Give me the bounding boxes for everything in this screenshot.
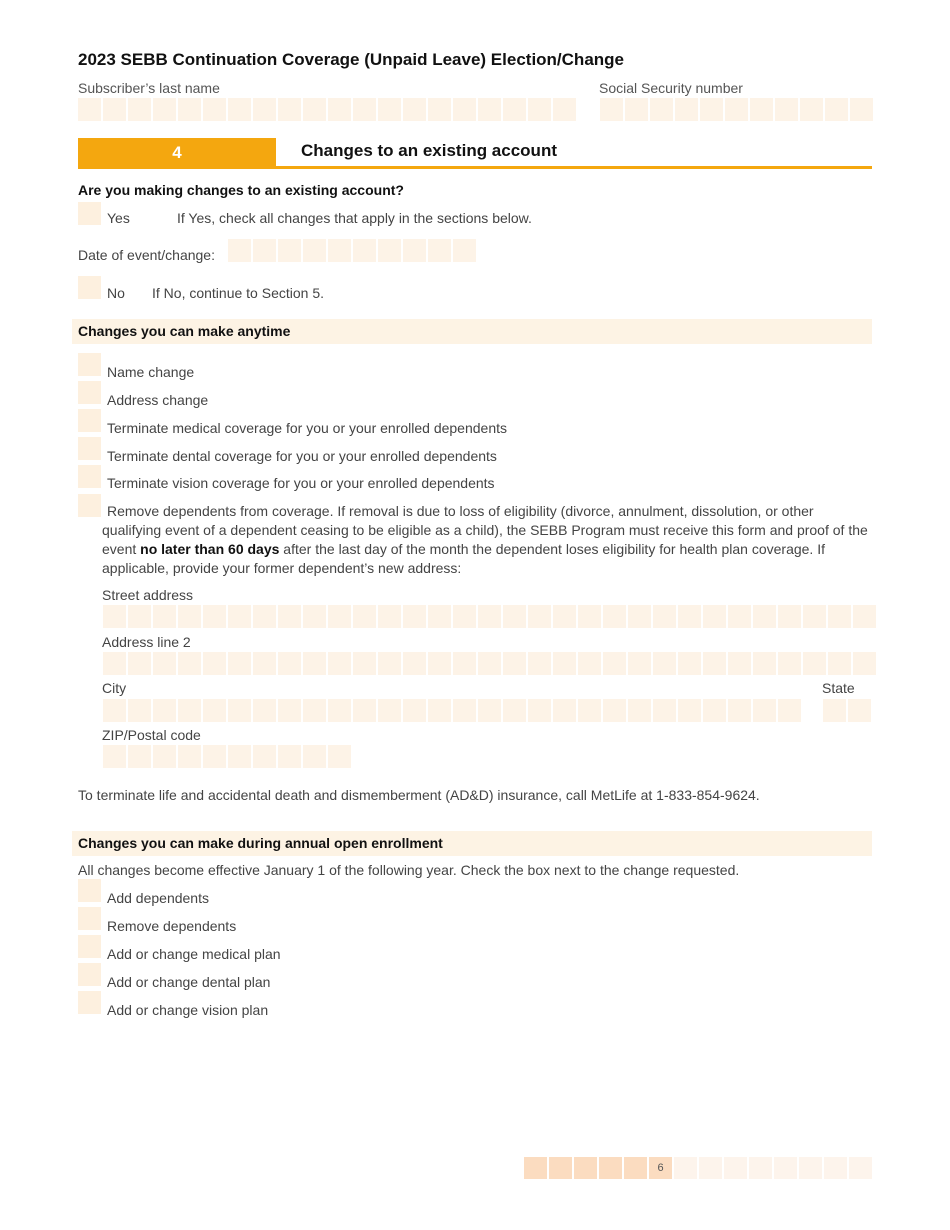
char-cell[interactable]	[403, 699, 426, 722]
add-dependents-label: Add dependents	[107, 890, 209, 906]
yes-note: If Yes, check all changes that apply in the sections below.	[177, 210, 532, 226]
char-cell[interactable]	[253, 98, 276, 121]
char-cell[interactable]	[403, 652, 426, 675]
char-cell[interactable]	[303, 652, 326, 675]
char-cell[interactable]	[503, 699, 526, 722]
char-cell[interactable]	[528, 605, 551, 628]
char-cell[interactable]	[328, 745, 351, 768]
city-label: City	[102, 680, 127, 696]
char-cell[interactable]	[778, 605, 801, 628]
date-label: Date of event/change:	[78, 247, 215, 263]
char-cell[interactable]	[253, 652, 276, 675]
page-block	[674, 1157, 697, 1179]
page-block	[599, 1157, 622, 1179]
remove-dependents-oe-checkbox[interactable]	[78, 907, 101, 930]
char-cell[interactable]	[478, 605, 501, 628]
terminate-medical-label: Terminate medical coverage for you or your enrolled dependents	[107, 420, 508, 436]
char-cell[interactable]	[303, 605, 326, 628]
char-cell[interactable]	[528, 652, 551, 675]
char-cell[interactable]	[728, 652, 751, 675]
char-cell[interactable]	[303, 699, 326, 722]
anytime-heading-band	[72, 319, 872, 344]
address-change-label: Address change	[107, 392, 209, 408]
char-cell[interactable]	[278, 98, 301, 121]
char-cell[interactable]	[803, 652, 826, 675]
char-cell[interactable]	[103, 605, 126, 628]
char-cell[interactable]	[753, 699, 776, 722]
char-cell[interactable]	[778, 652, 801, 675]
char-cell[interactable]	[328, 699, 351, 722]
char-cell[interactable]	[203, 98, 226, 121]
char-cell[interactable]	[678, 652, 701, 675]
char-cell[interactable]	[328, 98, 351, 121]
open-enrollment-intro: All changes become effective January 1 of the following year. Check the box next to the change requested.	[78, 862, 740, 878]
char-cell[interactable]	[578, 652, 601, 675]
char-cell[interactable]	[178, 652, 201, 675]
remove-text-part-1: Remove dependents from coverage. If removal is due to loss of eligibility (divorce, annulment, dissolution, or other qualifying event of a dependent ceasing to be eligible as a child), the SEBB Program must receive this form and proof of the event	[102, 503, 868, 557]
page-block	[799, 1157, 822, 1179]
char-cell[interactable]	[278, 652, 301, 675]
char-cell[interactable]	[848, 699, 871, 722]
char-cell[interactable]	[778, 699, 801, 722]
char-cell[interactable]	[253, 239, 276, 262]
char-cell[interactable]	[153, 652, 176, 675]
page-block	[624, 1157, 647, 1179]
char-cell[interactable]	[128, 605, 151, 628]
char-cell[interactable]	[678, 699, 701, 722]
char-cell[interactable]	[253, 699, 276, 722]
char-cell[interactable]	[603, 652, 626, 675]
no-checkbox[interactable]	[78, 276, 101, 299]
char-cell[interactable]	[653, 652, 676, 675]
char-cell[interactable]	[228, 98, 251, 121]
char-cell[interactable]	[128, 745, 151, 768]
page-indicator	[524, 1157, 872, 1179]
char-cell[interactable]	[178, 745, 201, 768]
char-cell[interactable]	[728, 605, 751, 628]
char-cell[interactable]	[203, 652, 226, 675]
char-cell[interactable]	[578, 605, 601, 628]
char-cell[interactable]	[428, 652, 451, 675]
char-cell[interactable]	[78, 98, 101, 121]
char-cell[interactable]	[178, 699, 201, 722]
char-cell[interactable]	[853, 652, 876, 675]
section-number: 4	[78, 138, 276, 168]
char-cell[interactable]	[303, 239, 326, 262]
char-cell[interactable]	[628, 605, 651, 628]
last-name-field[interactable]	[78, 98, 576, 121]
char-cell[interactable]	[503, 605, 526, 628]
char-cell[interactable]	[753, 605, 776, 628]
remove-dependents-checkbox[interactable]	[78, 494, 101, 517]
city-field[interactable]	[103, 699, 801, 722]
char-cell[interactable]	[228, 605, 251, 628]
date-field[interactable]	[228, 239, 476, 262]
zip-label: ZIP/Postal code	[102, 727, 201, 743]
char-cell[interactable]	[823, 699, 846, 722]
char-cell[interactable]	[303, 98, 326, 121]
char-cell[interactable]	[203, 745, 226, 768]
char-cell[interactable]	[128, 98, 151, 121]
char-cell[interactable]	[378, 98, 401, 121]
char-cell[interactable]	[178, 98, 201, 121]
section-divider	[78, 166, 872, 169]
char-cell[interactable]	[753, 652, 776, 675]
char-cell[interactable]	[703, 605, 726, 628]
char-cell[interactable]	[603, 699, 626, 722]
life-insurance-note: To terminate life and accidental death and dismemberment (AD&D) insurance, call MetLife at 1-833-854-9624.	[78, 787, 760, 803]
remove-dependents-text	[102, 502, 872, 578]
terminate-dental-checkbox[interactable]	[78, 437, 101, 460]
zip-field[interactable]	[103, 745, 351, 768]
char-cell[interactable]	[850, 98, 873, 121]
char-cell[interactable]	[403, 605, 426, 628]
name-change-checkbox[interactable]	[78, 353, 101, 376]
anytime-heading: Changes you can make anytime	[78, 323, 291, 339]
char-cell[interactable]	[178, 605, 201, 628]
remove-deadline: no later than 60 days	[140, 541, 280, 557]
dental-plan-checkbox[interactable]	[78, 963, 101, 986]
char-cell[interactable]	[478, 98, 501, 121]
char-cell[interactable]	[153, 745, 176, 768]
char-cell[interactable]	[253, 605, 276, 628]
char-cell[interactable]	[278, 605, 301, 628]
terminate-vision-label: Terminate vision coverage for you or your enrolled dependents	[107, 475, 495, 491]
char-cell[interactable]	[453, 652, 476, 675]
medical-plan-label: Add or change medical plan	[107, 946, 281, 962]
char-cell[interactable]	[750, 98, 773, 121]
street-address-label: Street address	[102, 587, 194, 603]
page-block	[849, 1157, 872, 1179]
char-cell[interactable]	[600, 98, 623, 121]
char-cell[interactable]	[378, 605, 401, 628]
char-cell[interactable]	[453, 239, 476, 262]
char-cell[interactable]	[453, 699, 476, 722]
yes-checkbox[interactable]	[78, 202, 101, 225]
char-cell[interactable]	[328, 239, 351, 262]
char-cell[interactable]	[303, 745, 326, 768]
terminate-medical-checkbox[interactable]	[78, 409, 101, 432]
char-cell[interactable]	[278, 699, 301, 722]
vision-plan-label: Add or change vision plan	[107, 1002, 269, 1018]
char-cell[interactable]	[353, 652, 376, 675]
char-cell[interactable]	[825, 98, 848, 121]
char-cell[interactable]	[228, 652, 251, 675]
ssn-label: Social Security number	[599, 80, 743, 96]
char-cell[interactable]	[353, 98, 376, 121]
char-cell[interactable]	[328, 605, 351, 628]
char-cell[interactable]	[853, 605, 876, 628]
form-title: 2023 SEBB Continuation Coverage (Unpaid Leave) Election/Change	[78, 50, 624, 69]
char-cell[interactable]	[453, 98, 476, 121]
char-cell[interactable]	[528, 699, 551, 722]
char-cell[interactable]	[228, 745, 251, 768]
page-block	[774, 1157, 797, 1179]
address-change-checkbox[interactable]	[78, 381, 101, 404]
char-cell[interactable]	[775, 98, 798, 121]
no-note: If No, continue to Section 5.	[152, 285, 324, 301]
char-cell[interactable]	[153, 605, 176, 628]
char-cell[interactable]	[403, 239, 426, 262]
page-block	[699, 1157, 722, 1179]
char-cell[interactable]	[628, 652, 651, 675]
char-cell[interactable]	[278, 239, 301, 262]
char-cell[interactable]	[428, 605, 451, 628]
char-cell[interactable]	[625, 98, 648, 121]
section-title: Changes to an existing account	[301, 141, 557, 160]
char-cell[interactable]	[553, 652, 576, 675]
last-name-label: Subscriber’s last name	[78, 80, 220, 96]
char-cell[interactable]	[650, 98, 673, 121]
page-block	[724, 1157, 747, 1179]
char-cell[interactable]	[703, 699, 726, 722]
char-cell[interactable]	[203, 699, 226, 722]
open-enrollment-heading: Changes you can make during annual open enrollment	[78, 835, 443, 851]
char-cell[interactable]	[378, 699, 401, 722]
char-cell[interactable]	[803, 605, 826, 628]
char-cell[interactable]	[800, 98, 823, 121]
char-cell[interactable]	[828, 652, 851, 675]
street-address-field[interactable]	[103, 605, 876, 628]
existing-account-question: Are you making changes to an existing account?	[78, 182, 404, 198]
char-cell[interactable]	[653, 605, 676, 628]
char-cell[interactable]	[428, 699, 451, 722]
name-change-label: Name change	[107, 364, 195, 380]
vision-plan-checkbox[interactable]	[78, 991, 101, 1014]
address-line2-label: Address line 2	[102, 634, 191, 650]
page-number: 6	[649, 1157, 672, 1179]
char-cell[interactable]	[603, 605, 626, 628]
char-cell[interactable]	[278, 745, 301, 768]
open-enrollment-heading-band	[72, 831, 872, 856]
char-cell[interactable]	[153, 699, 176, 722]
char-cell[interactable]	[703, 652, 726, 675]
char-cell[interactable]	[478, 652, 501, 675]
char-cell[interactable]	[128, 652, 151, 675]
char-cell[interactable]	[428, 239, 451, 262]
char-cell[interactable]	[725, 98, 748, 121]
char-cell[interactable]	[678, 605, 701, 628]
state-label: State	[822, 680, 855, 696]
char-cell[interactable]	[353, 605, 376, 628]
char-cell[interactable]	[503, 652, 526, 675]
page-block	[824, 1157, 847, 1179]
medical-plan-checkbox[interactable]	[78, 935, 101, 958]
char-cell[interactable]	[403, 98, 426, 121]
remove-text-part-2: after the last day of the month the dependent loses eligibility for health plan coverage. If applicable, provide your former dependent’s new address:	[102, 541, 825, 576]
address-line2-field[interactable]	[103, 652, 876, 675]
char-cell[interactable]	[553, 699, 576, 722]
add-dependents-checkbox[interactable]	[78, 879, 101, 902]
char-cell[interactable]	[728, 699, 751, 722]
char-cell[interactable]	[103, 98, 126, 121]
char-cell[interactable]	[103, 699, 126, 722]
char-cell[interactable]	[153, 98, 176, 121]
char-cell[interactable]	[828, 605, 851, 628]
page-block	[574, 1157, 597, 1179]
char-cell[interactable]	[353, 699, 376, 722]
ssn-field[interactable]	[600, 98, 873, 121]
char-cell[interactable]	[578, 699, 601, 722]
terminate-dental-label: Terminate dental coverage for you or your enrolled dependents	[107, 448, 497, 464]
char-cell[interactable]	[453, 605, 476, 628]
char-cell[interactable]	[253, 745, 276, 768]
char-cell[interactable]	[378, 239, 401, 262]
char-cell[interactable]	[675, 98, 698, 121]
char-cell[interactable]	[378, 652, 401, 675]
char-cell[interactable]	[228, 239, 251, 262]
page-block	[524, 1157, 547, 1179]
no-label: No	[107, 285, 125, 301]
state-field[interactable]	[823, 699, 871, 722]
page-block	[749, 1157, 772, 1179]
char-cell[interactable]	[103, 652, 126, 675]
char-cell[interactable]	[528, 98, 551, 121]
char-cell[interactable]	[553, 605, 576, 628]
char-cell[interactable]	[553, 98, 576, 121]
char-cell[interactable]	[203, 605, 226, 628]
char-cell[interactable]	[228, 699, 251, 722]
char-cell[interactable]	[328, 652, 351, 675]
char-cell[interactable]	[503, 98, 526, 121]
char-cell[interactable]	[128, 699, 151, 722]
char-cell[interactable]	[103, 745, 126, 768]
remove-dependents-oe-label: Remove dependents	[107, 918, 237, 934]
char-cell[interactable]	[428, 98, 451, 121]
page-block	[549, 1157, 572, 1179]
yes-label: Yes	[107, 210, 130, 226]
dental-plan-label: Add or change dental plan	[107, 974, 271, 990]
char-cell[interactable]	[653, 699, 676, 722]
char-cell[interactable]	[700, 98, 723, 121]
char-cell[interactable]	[478, 699, 501, 722]
terminate-vision-checkbox[interactable]	[78, 465, 101, 488]
char-cell[interactable]	[628, 699, 651, 722]
char-cell[interactable]	[353, 239, 376, 262]
